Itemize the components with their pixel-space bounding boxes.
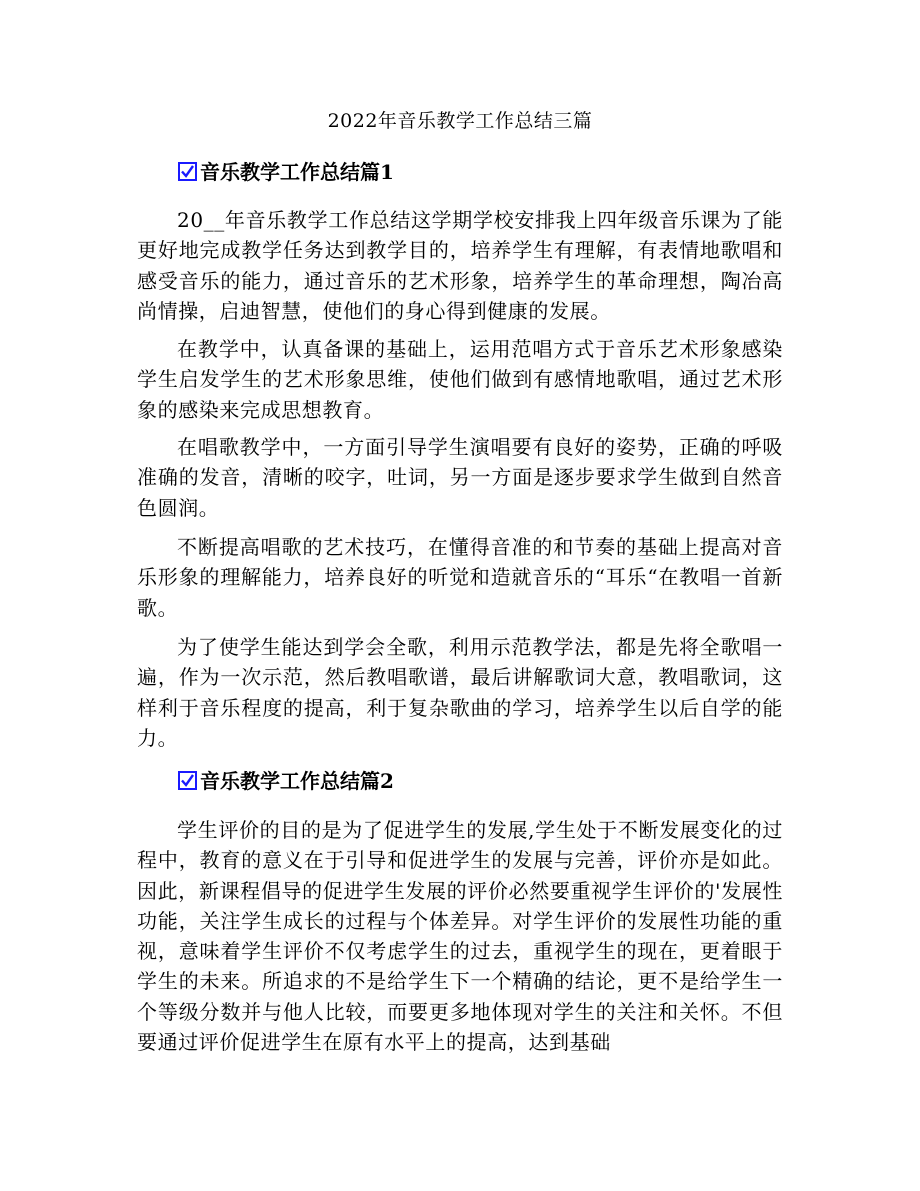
section-heading-2 [178, 766, 394, 796]
paragraph: 20__年音乐教学工作总结这学期学校安排我上四年级音乐课为了能更好地完成教学任务达到教学目的，培养学生有理解，有表情地歌唱和感受音乐的能力，通过音乐的艺术形象，培养学生的革命理想，陶冶高尚情操，启迪智慧，使他们的身心得到健康的发展。 [137, 208, 783, 323]
checkbox-checked-icon [178, 771, 197, 790]
paragraph: 为了使学生能达到学会全歌，利用示范教学法，都是先将全歌唱一遍，作为一次示范，然后教唱歌谱，最后讲解歌词大意，教唱歌词，这样利于音乐程度的提高，利于复杂歌曲的学习，培养学生以后自学的能力。 [137, 635, 783, 750]
paragraph: 学生评价的目的是为了促进学生的发展,学生处于不断发展变化的过程中，教育的意义在于引导和促进学生的发展与完善，评价亦是如此。因此，新课程倡导的促进学生发展的评价必然要重视学生评价的'发展性功能，关注学生成长的过程与个体差异。对学生评价的发展性功能的重视，意味着学生评价不仅考虑学生的过去，重视学生的现在，更着眼于学生的未来。所追求的不是给学生下一个精确的结论，更不是给学生一个等级分数并与他人比较，而要更多地体现对学生的关注和关怀。不但要通过评价促进学生在原有水平上的提高，达到基础 [137, 818, 783, 1055]
checkbox-checked-icon [178, 162, 197, 181]
paragraph: 不断提高唱歌的艺术技巧，在懂得音准的和节奏的基础上提高对音乐形象的理解能力，培养良好的听觉和造就音乐的“耳乐“在教唱一首新歌。 [137, 535, 783, 620]
section-heading-text: 音乐教学工作总结篇1 [200, 160, 394, 184]
section-heading-text: 音乐教学工作总结篇2 [200, 769, 394, 793]
document-title: 2022年音乐教学工作总结三篇 [327, 110, 593, 132]
section-heading-1 [178, 157, 394, 187]
paragraph: 在教学中，认真备课的基础上，运用范唱方式于音乐艺术形象感染学生启发学生的艺术形象思维，使他们做到有感情地歌唱，通过艺术形象的感染来完成思想教育。 [137, 337, 783, 422]
paragraph: 在唱歌教学中，一方面引导学生演唱要有良好的姿势，正确的呼吸准确的发音，清晰的咬字，吐词，另一方面是逐步要求学生做到自然音色圆润。 [137, 435, 783, 520]
